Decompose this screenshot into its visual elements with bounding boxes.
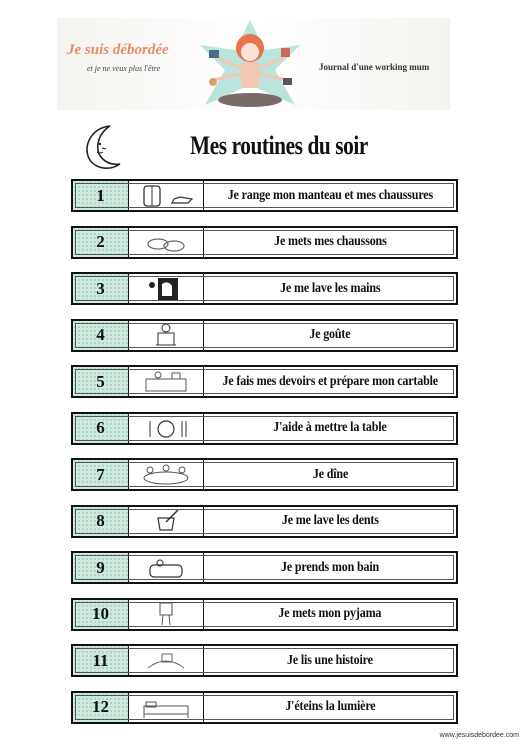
homework-icon bbox=[136, 369, 196, 395]
routine-label-cell bbox=[204, 507, 456, 536]
routine-number: 7 bbox=[73, 460, 129, 489]
routine-illustration bbox=[129, 414, 204, 443]
routine-illustration bbox=[129, 693, 204, 722]
slippers-icon bbox=[136, 229, 196, 255]
routine-list bbox=[71, 179, 458, 737]
routine-number: 11 bbox=[73, 646, 129, 675]
routine-label-cell bbox=[204, 460, 456, 489]
routine-number: 5 bbox=[73, 367, 129, 396]
routine-number: 8 bbox=[73, 507, 129, 536]
routine-label-cell bbox=[204, 274, 456, 303]
routine-label-cell bbox=[204, 228, 456, 257]
routine-row bbox=[71, 644, 458, 677]
routine-label: Je dîne bbox=[312, 466, 348, 482]
routine-illustration bbox=[129, 553, 204, 582]
routine-label: Je mets mon pyjama bbox=[278, 606, 382, 621]
routine-number: 1 bbox=[73, 181, 129, 210]
routine-number: 10 bbox=[73, 600, 129, 629]
routine-illustration bbox=[129, 460, 204, 489]
routine-row bbox=[71, 365, 458, 398]
routine-label-cell bbox=[204, 646, 456, 675]
routine-label: Je fais mes devoirs et prépare mon cartable bbox=[222, 373, 438, 389]
family-dinner-icon bbox=[136, 462, 196, 488]
routine-label: Je prends mon bain bbox=[280, 559, 380, 575]
routine-number: 9 bbox=[73, 553, 129, 582]
routine-row bbox=[71, 458, 458, 491]
coat-shoes-icon bbox=[136, 183, 196, 209]
routine-number: 2 bbox=[73, 228, 129, 257]
routine-row bbox=[71, 505, 458, 538]
routine-illustration bbox=[129, 181, 204, 210]
routine-row bbox=[71, 226, 458, 259]
toothbrush-icon bbox=[136, 508, 196, 534]
routine-label: Je me lave les dents bbox=[281, 513, 379, 528]
routine-label-cell bbox=[204, 321, 456, 350]
bed-icon bbox=[136, 694, 196, 720]
routine-illustration bbox=[129, 274, 204, 303]
footer-url: www.jesuisdebordee.com bbox=[439, 732, 519, 739]
brand-subtitle: et je ne veux plus l'être bbox=[87, 64, 161, 73]
routine-row bbox=[71, 598, 458, 631]
routine-illustration bbox=[129, 646, 204, 675]
routine-number: 6 bbox=[73, 414, 129, 443]
routine-illustration bbox=[129, 321, 204, 350]
routine-row bbox=[71, 691, 458, 724]
brand-logo-text: Je suis débordée bbox=[67, 42, 169, 58]
routine-row bbox=[71, 179, 458, 212]
page-title: Mes routines du soir bbox=[190, 131, 368, 160]
routine-illustration bbox=[129, 367, 204, 396]
reading-icon bbox=[136, 648, 196, 674]
pyjama-icon bbox=[136, 601, 196, 627]
routine-label: Je mets mes chaussons bbox=[273, 234, 387, 249]
tagline: Journal d'une working mum bbox=[319, 62, 430, 72]
routine-label: J'éteins la lumière bbox=[284, 699, 376, 714]
routine-illustration bbox=[129, 600, 204, 629]
table-setting-icon bbox=[136, 415, 196, 441]
routine-label-cell bbox=[204, 600, 456, 629]
routine-label: Je range mon manteau et mes chaussures bbox=[227, 187, 433, 203]
header-banner bbox=[57, 18, 450, 110]
routine-number: 4 bbox=[73, 321, 129, 350]
mascot-illustration-icon bbox=[195, 20, 305, 110]
routine-label-cell bbox=[204, 553, 456, 582]
routine-label-cell bbox=[204, 414, 456, 443]
routine-row bbox=[71, 272, 458, 305]
routine-label: Je me lave les mains bbox=[279, 280, 381, 296]
routine-row bbox=[71, 551, 458, 584]
routine-label-cell bbox=[204, 367, 456, 396]
routine-number: 3 bbox=[73, 274, 129, 303]
routine-illustration bbox=[129, 507, 204, 536]
routine-number: 12 bbox=[73, 693, 129, 722]
routine-label-cell bbox=[204, 693, 456, 722]
routine-row bbox=[71, 319, 458, 352]
washing-hands-icon bbox=[136, 276, 196, 302]
snack-icon bbox=[136, 322, 196, 348]
crescent-moon-icon bbox=[80, 122, 126, 172]
routine-label-cell bbox=[204, 181, 456, 210]
bathtub-icon bbox=[136, 555, 196, 581]
routine-label: J'aide à mettre la table bbox=[273, 420, 387, 435]
routine-label: Je lis une histoire bbox=[287, 652, 373, 668]
routine-row bbox=[71, 412, 458, 445]
routine-label: Je goûte bbox=[309, 327, 351, 342]
routine-illustration bbox=[129, 228, 204, 257]
